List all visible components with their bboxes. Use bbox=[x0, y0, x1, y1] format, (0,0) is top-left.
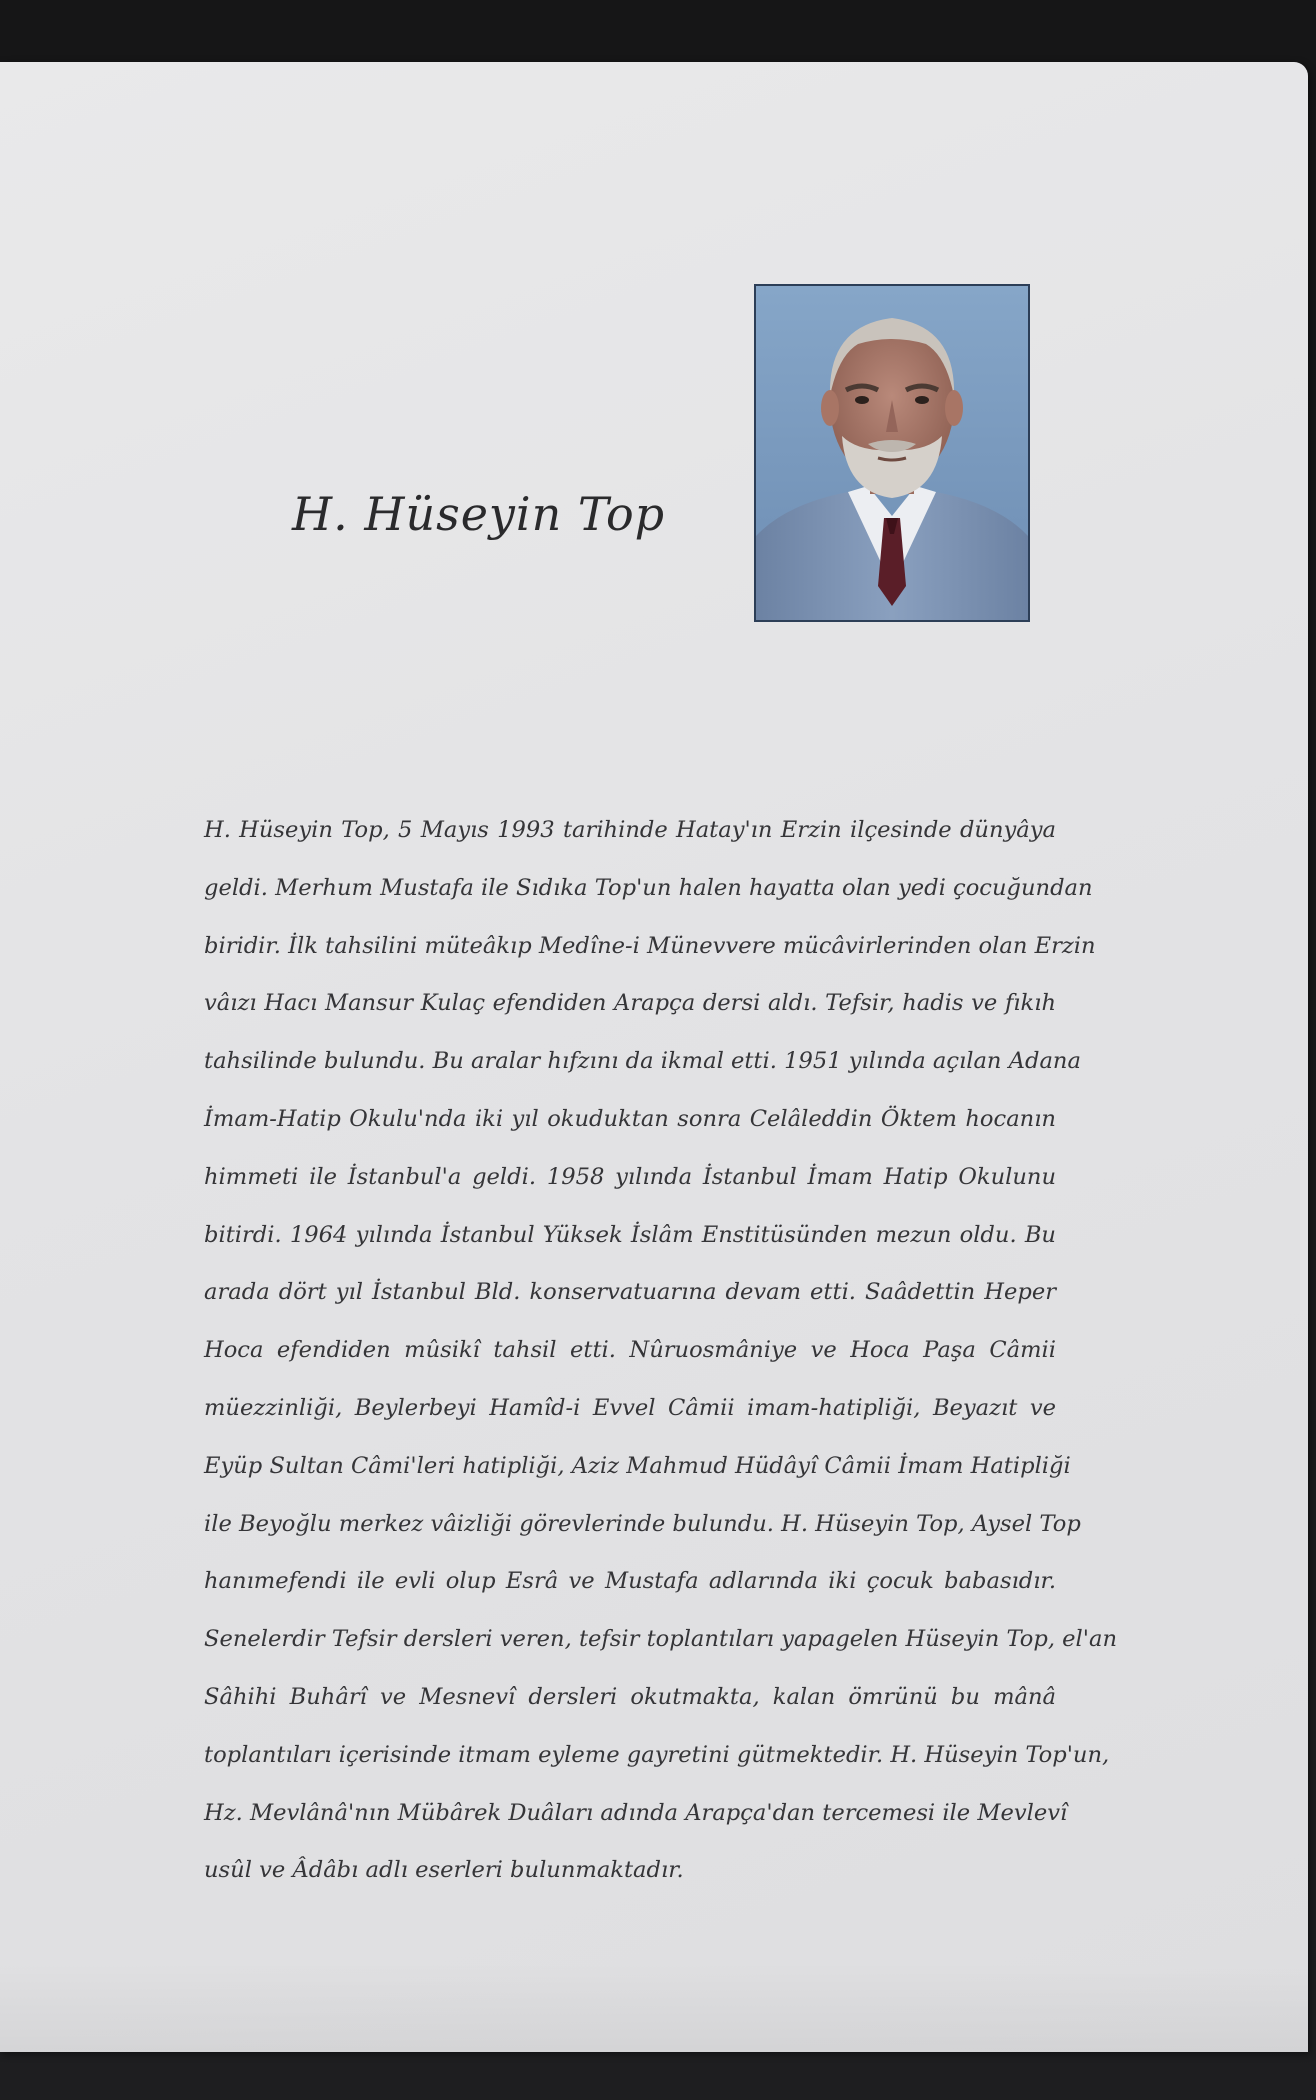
biography-line: Eyüp Sultan Câmi'leri hatipliği, Aziz Mahmud Hüdâyî Câmii İmam Hatipliği bbox=[204, 1452, 1071, 1479]
biography-line: biridir. İlk tahsilini müteâkıp Medîne-i Münevvere mücâvirlerinden olan Erzin bbox=[204, 932, 1096, 959]
author-portrait-image bbox=[756, 286, 1028, 620]
biography-line: tahsilinde bulundu. Bu aralar hıfzını da ikmal etti. 1951 yılında açılan Adana bbox=[204, 1048, 1081, 1075]
biography-line: himmeti ile İstanbul'a geldi. 1958 yılında İstanbul İmam Hatip Okulunu bbox=[204, 1163, 1056, 1190]
biography-line: bitirdi. 1964 yılında İstanbul Yüksek İslâm Enstitüsünden mezun oldu. Bu bbox=[204, 1221, 1056, 1248]
biography-line: ile Beyoğlu merkez vâizliği görevlerinde bulundu. H. Hüseyin Top, Aysel Top bbox=[204, 1510, 1081, 1537]
biography-line: hanımefendi ile evli olup Esrâ ve Mustafa adlarında iki çocuk babasıdır. bbox=[204, 1568, 1056, 1595]
biography-line: vâızı Hacı Mansur Kulaç efendiden Arapça dersi aldı. Tefsir, hadis ve fıkıh bbox=[204, 990, 1056, 1017]
author-name-heading: H. Hüseyin Top bbox=[292, 487, 666, 541]
biography-line: geldi. Merhum Mustafa ile Sıdıka Top'un halen hayatta olan yedi çocuğundan bbox=[204, 874, 1093, 901]
author-biography bbox=[204, 802, 1118, 1900]
book-back-cover bbox=[0, 62, 1308, 2052]
biography-line: toplantıları içerisinde itmam eyleme gayretini gütmektedir. H. Hüseyin Top'un, bbox=[204, 1741, 1110, 1768]
biography-line: usûl ve Âdâbı adlı eserleri bulunmaktadır. bbox=[204, 1857, 684, 1884]
biography-line: H. Hüseyin Top, 5 Mayıs 1993 tarihinde Hatay'ın Erzin ilçesinde dünyâya bbox=[204, 817, 1056, 843]
biography-line: Hz. Mevlânâ'nın Mübârek Duâları adında Arapça'dan tercemesi ile Mevlevî bbox=[204, 1799, 1068, 1826]
author-photo bbox=[754, 284, 1030, 622]
biography-line: Senelerdir Tefsir dersleri veren, tefsir toplantıları yapagelen Hüseyin Top, el'an bbox=[204, 1626, 1118, 1653]
biography-line: arada dört yıl İstanbul Bld. konservatuarına devam etti. Saâdettin Heper bbox=[204, 1279, 1056, 1306]
biography-line: müezzinliği, Beylerbeyi Hamîd-i Evvel Câmii imam-hatipliği, Beyazıt ve bbox=[204, 1394, 1056, 1421]
biography-line: İmam-Hatip Okulu'nda iki yıl okuduktan sonra Celâleddin Öktem hocanın bbox=[204, 1105, 1056, 1132]
biography-line: Hoca efendiden mûsikî tahsil etti. Nûruosmâniye ve Hoca Paşa Câmii bbox=[204, 1337, 1056, 1364]
biography-line: Sâhihi Buhârî ve Mesnevî dersleri okutmakta, kalan ömrünü bu mânâ bbox=[204, 1683, 1056, 1710]
